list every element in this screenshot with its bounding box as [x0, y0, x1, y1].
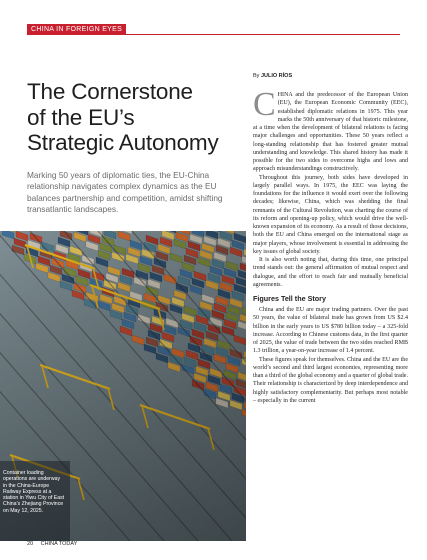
article-paragraph: China and the EU are major trading partners. Over the past 50 years, the value of bilateral trade has grown from US $2.4 billion in the early years to US $780 billion today – a 325-fold increase. According to Chinese customs data, in the first quarter of 2025, the value of trade between the two sides reached RMB 1.3 trillion, a year-on-year increase of 1.4 percent.	[253, 307, 408, 355]
section-tag: CHINA IN FOREIGN EYES	[27, 24, 126, 35]
byline-author: JULIO RÍOS	[260, 73, 293, 79]
article-body	[253, 86, 408, 405]
article-paragraph: Throughout this journey, both sides have developed in largely parallel ways. In 1975, the EEC was laying the foundations for the influence it would exert over the following decades; likewise, China, which was shedding the final remnants of the Cultural Revolution, was charting the course of its reform and opening-up policy, which would drive the well-known expansion of its economy. As a result of those decisions, both the EU and China emerged on the international stage as major players, whose involvement is essential in addressing the key issues of global society.	[253, 174, 408, 255]
section-subhead: Figures Tell the Story	[253, 294, 326, 303]
byline	[253, 73, 292, 79]
headline-line-3: Strategic Autonomy	[27, 130, 219, 155]
headline	[27, 79, 257, 156]
drop-cap: C	[253, 86, 276, 123]
page-footer	[27, 541, 77, 547]
standfirst: Marking 50 years of diplomatic ties, the EU-China relationship navigates complex dynamics as the EU balances partnership and competition, amidst shifting transatlantic landscapes.	[27, 170, 223, 215]
paragraph-text: HINA and the predecessor of the European Union (EU), the European Economic Community (EEC), established diplomatic relations in 1975. This year marks the 50th anniversary of that historic milestone, at a time when the development of bilateral relations is facing major challenges and opportunities. These 50 years reflect a long-standing relationship that has fostered greater mutual understanding and knowledge. This shared history has made it possible for the two sides to overcome highs and lows and approach misunderstandings constructively.	[253, 92, 408, 173]
photo-caption: Container loading operations are underway in the China-Europe Railway Express at a station in Yiwu City of East China’s Zhejiang Province on May 12, 2025.	[3, 470, 65, 514]
headline-line-2: of the EU’s	[27, 104, 135, 130]
article-paragraph	[253, 86, 408, 174]
article-paragraph: It is also worth noting that, during this time, one principal trend stands out: the general affirmation of mutual respect and dialogue, and the effort to reach fair and mutually beneficial agreements.	[253, 257, 408, 288]
article-paragraph: These figures speak for themselves. China and the EU are the world’s second and third largest economies, representing more than a third of the global economy and a quarter of global trade. Their relationship is characterized by deep interdependence and highly satisfactory complementarity. But perhaps most notable – especially in the current	[253, 356, 408, 404]
magazine-name: CHINA TODAY	[40, 541, 78, 547]
page-number: 20	[27, 541, 34, 547]
headline-line-1: The Cornerstone	[27, 79, 193, 104]
section-rule	[27, 34, 400, 35]
byline-prefix: By	[253, 73, 260, 79]
